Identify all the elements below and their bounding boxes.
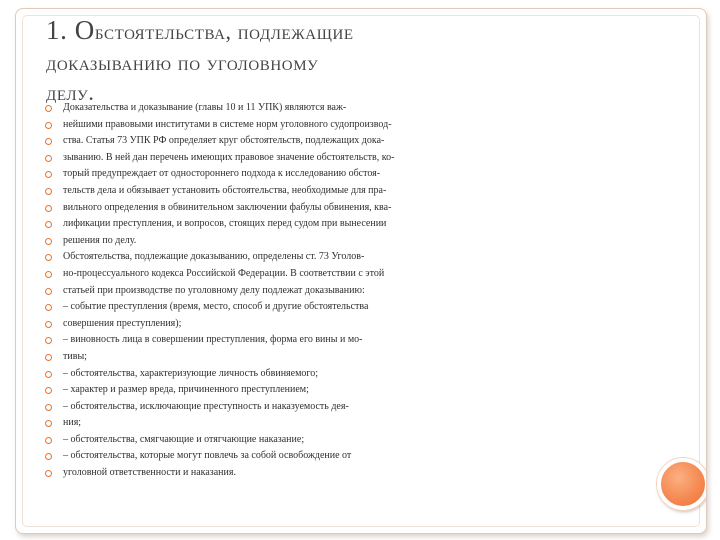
bullet-line <box>43 150 513 167</box>
circle-bullet-icon <box>45 238 52 245</box>
bullet-text: – характер и размер вреда, причиненного преступлением; <box>63 384 309 396</box>
bullet-text: – обстоятельства, характеризующие личность обвиняемого; <box>63 367 319 379</box>
bullet-text: вильного определения в обвинительном заключении фабулы обвинения, ква- <box>63 201 392 213</box>
bullet-text: нейшими правовыми институтами в системе норм уголовного судопроизвод- <box>63 118 392 130</box>
circle-bullet-icon <box>45 337 52 344</box>
bullet-text: статьей при производстве по уголовному делу подлежат доказыванию: <box>63 284 365 296</box>
circle-bullet-icon <box>45 420 52 427</box>
bullet-line <box>43 448 513 465</box>
circle-bullet-icon <box>45 155 52 162</box>
bullet-line <box>43 465 513 482</box>
bullet-line <box>43 216 513 233</box>
bullet-text: – виновность лица в совершении преступления, форма его вины и мо- <box>63 334 363 346</box>
bullet-line <box>43 133 513 150</box>
bullet-text: зыванию. В ней дан перечень имеющих правовое значение обстоятельств, ко- <box>63 151 395 163</box>
bullet-line <box>43 166 513 183</box>
circle-bullet-icon <box>45 404 52 411</box>
bullet-line <box>43 316 513 333</box>
slide-title-rest: бстоятельства, подлежащие доказыванию по уголовному делу. <box>46 19 354 105</box>
bullet-line <box>43 299 513 316</box>
bullet-line <box>43 249 513 266</box>
circle-bullet-icon <box>45 105 52 112</box>
circle-bullet-icon <box>45 321 52 328</box>
bullet-line <box>43 233 513 250</box>
bullet-line <box>43 117 513 134</box>
bullet-text: – обстоятельства, которые могут повлечь за собой освобождение от <box>63 450 352 462</box>
circle-bullet-icon <box>45 254 52 261</box>
bullet-text: Обстоятельства, подлежащие доказыванию, определены ст. 73 Уголов- <box>63 251 365 263</box>
circle-bullet-icon <box>45 354 52 361</box>
circle-bullet-icon <box>45 221 52 228</box>
bullet-text: торый предупреждает от одностороннего подхода к исследованию обстоя- <box>63 168 381 180</box>
circle-bullet-icon <box>45 122 52 129</box>
circle-bullet-icon <box>45 171 52 178</box>
bullet-text: совершения преступления); <box>63 317 182 329</box>
bullet-text: уголовной ответственности и наказания. <box>63 467 236 479</box>
circle-bullet-icon <box>45 138 52 145</box>
bullet-line <box>43 382 513 399</box>
circle-bullet-icon <box>45 188 52 195</box>
circle-bullet-icon <box>45 304 52 311</box>
bullet-line <box>43 266 513 283</box>
bullet-text: лификации преступления, и вопросов, стоящих перед судом при вынесении <box>63 218 387 230</box>
bullet-line <box>43 332 513 349</box>
bullet-list <box>43 100 513 482</box>
bullet-text: – обстоятельства, смягчающие и отягчающие наказание; <box>63 433 305 445</box>
bullet-text: ния; <box>63 417 82 429</box>
bullet-text: Доказательства и доказывание (главы 10 и 11 УПК) являются важ- <box>63 102 347 113</box>
slide-frame <box>15 8 707 534</box>
bullet-line <box>43 100 513 117</box>
bullet-text: но-процессуального кодекса Российской Федерации. В соответствии с этой <box>63 267 385 279</box>
circle-bullet-icon <box>45 453 52 460</box>
bullet-line <box>43 349 513 366</box>
bullet-line <box>43 283 513 300</box>
bullet-line <box>43 366 513 383</box>
bullet-line <box>43 200 513 217</box>
bullet-line <box>43 183 513 200</box>
bullet-line <box>43 432 513 449</box>
bullet-text: решения по делу. <box>63 234 137 246</box>
bullet-text: ства. Статья 73 УПК РФ определяет круг обстоятельств, подлежащих дока- <box>63 135 385 147</box>
bullet-text: тельств дела и обязывает установить обстоятельства, необходимые для пра- <box>63 184 387 196</box>
bullet-text: тивы; <box>63 350 87 362</box>
bullet-line <box>43 399 513 416</box>
circle-bullet-icon <box>45 437 52 444</box>
bullet-line <box>43 415 513 432</box>
circle-bullet-icon <box>45 470 52 477</box>
slide-title <box>46 15 686 109</box>
circle-bullet-icon <box>45 271 52 278</box>
circle-bullet-icon <box>45 371 52 378</box>
bullet-text: – обстоятельства, исключающие преступность и наказуемость дея- <box>63 400 349 412</box>
slide-title-first: 1. О <box>46 15 95 45</box>
circle-bullet-icon <box>45 205 52 212</box>
bullet-text: – событие преступления (время, место, способ и другие обстоятельства <box>63 301 369 313</box>
circle-bullet-icon <box>45 387 52 394</box>
decorative-orange-circle-icon <box>657 458 707 510</box>
circle-bullet-icon <box>45 288 52 295</box>
